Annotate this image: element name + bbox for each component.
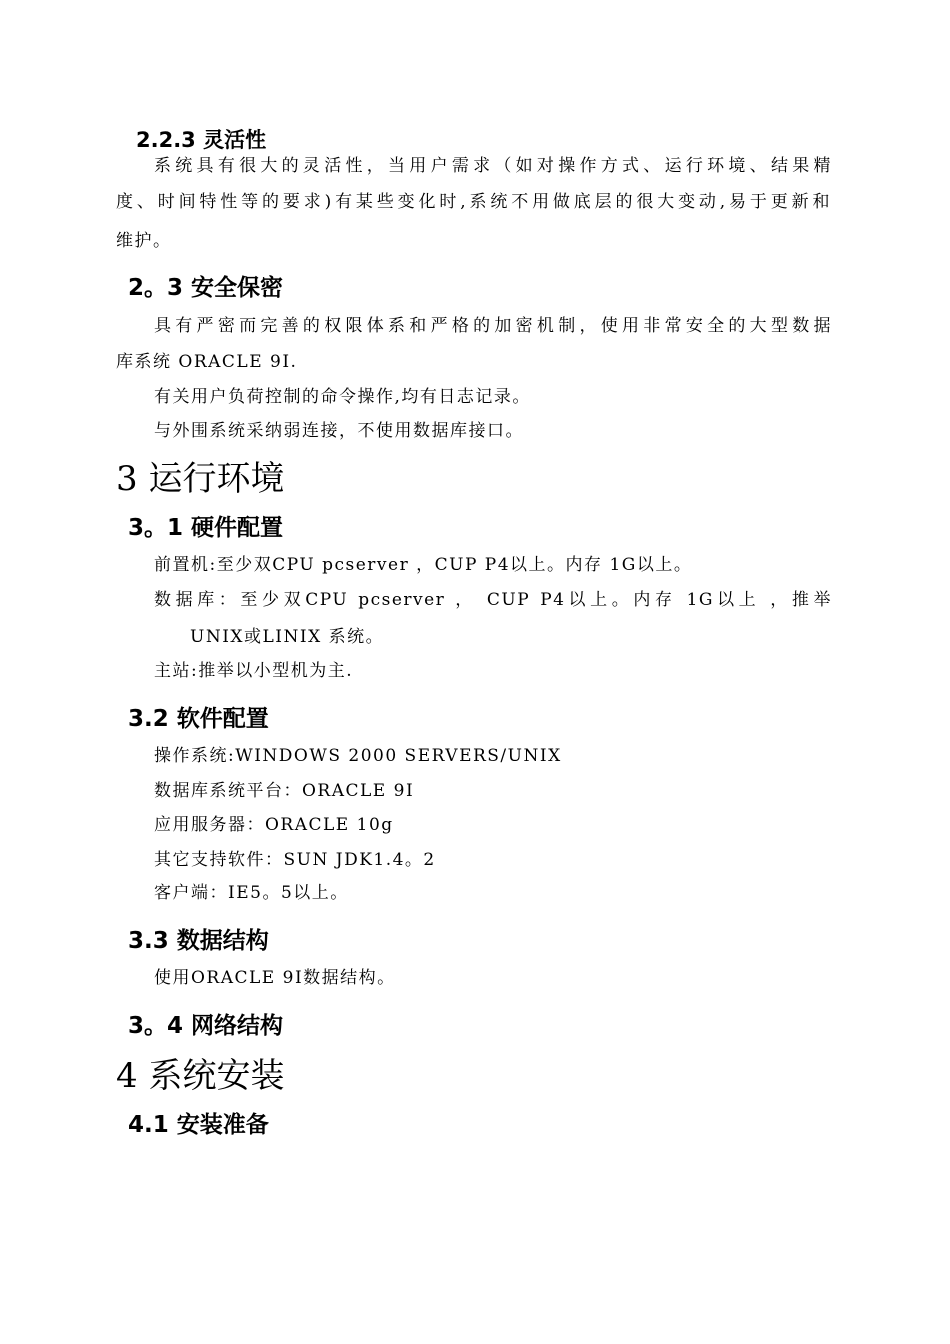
section-3-2-item: 应用服务器：ORACLE 10g — [154, 815, 394, 835]
section-3-1-item: 数据库：至少双CPU pcserver ， CUP P4以上。内存 1G以上 ，推举 — [154, 590, 832, 610]
section-3-4-heading: 3。4 网络结构 — [128, 1013, 284, 1039]
section-3-2-item: 其它支持软件：SUN JDK1.4。2 — [154, 850, 436, 870]
section-3-2-item: 数据库系统平台：ORACLE 9I — [154, 781, 415, 801]
section-2-3-paragraph-line: 具有严密而完善的权限体系和严格的加密机制，使用非常安全的大型数据 — [154, 316, 832, 336]
section-2-3-paragraph-line: 库系统 ORACLE 9I. — [116, 352, 298, 372]
section-3-1-heading: 3。1 硬件配置 — [128, 515, 284, 541]
section-2-2-3-paragraph-line: 系统具有很大的灵活性，当用户需求（如对操作方式、运行环境、结果精 — [154, 156, 832, 176]
section-4-1-heading: 4.1 安装准备 — [128, 1112, 269, 1138]
section-2-3-paragraph: 有关用户负荷控制的命令操作,均有日志记录。 — [154, 387, 531, 407]
section-3-2-item: 操作系统:WINDOWS 2000 SERVERS/UNIX — [154, 746, 562, 766]
section-2-2-3-heading: 2.2.3 灵活性 — [136, 128, 267, 152]
section-2-3-heading: 2。3 安全保密 — [128, 275, 284, 301]
section-3-2-item: 客户端：IE5。5以上。 — [154, 883, 349, 903]
section-2-2-3-paragraph-line: 维护。 — [116, 231, 172, 251]
section-2-2-3-paragraph-line: 度、时间特性等的要求)有某些变化时,系统不用做底层的很大变动,易于更新和 — [116, 192, 831, 212]
chapter-4-heading: 4 系统安装 — [116, 1056, 285, 1096]
section-3-1-item: 主站:推举以小型机为主. — [154, 661, 354, 681]
section-2-3-paragraph: 与外围系统采纳弱连接，不使用数据库接口。 — [154, 421, 524, 441]
section-3-2-heading: 3.2 软件配置 — [128, 706, 269, 732]
section-3-1-item-continuation: UNIX或LINIX 系统。 — [190, 627, 385, 647]
section-3-3-heading: 3.3 数据结构 — [128, 928, 269, 954]
section-3-3-item: 使用ORACLE 9I数据结构。 — [154, 968, 396, 988]
section-3-1-item: 前置机:至少双CPU pcserver ，CUP P4以上。内存 1G以上。 — [154, 555, 693, 575]
chapter-3-heading: 3 运行环境 — [116, 459, 285, 499]
